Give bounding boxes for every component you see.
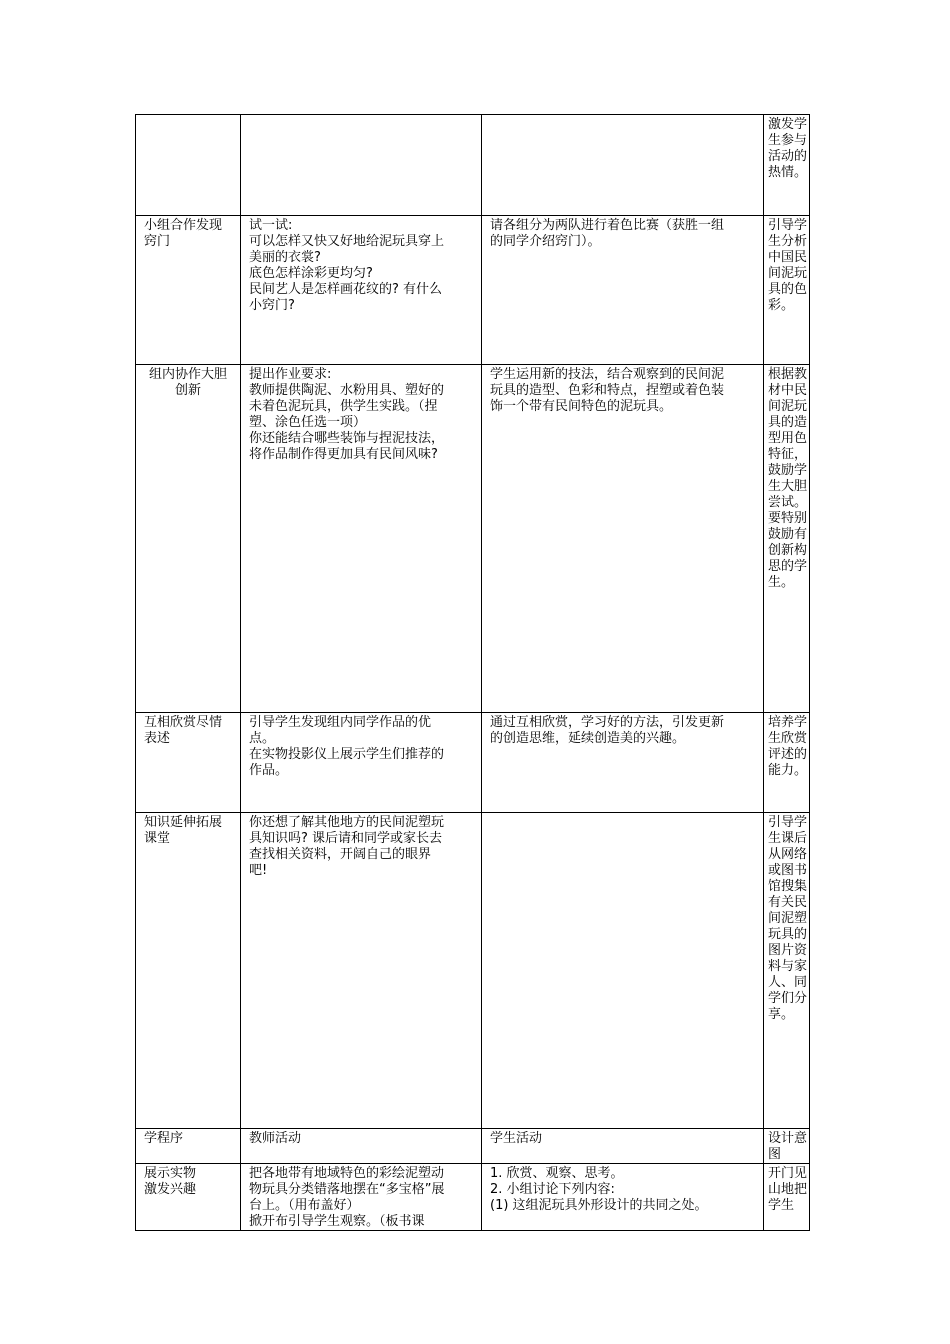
teacher-header-cell: [241, 1129, 482, 1164]
design-intent-cell: [764, 115, 810, 216]
teacher-text: 试一试:: [249, 218, 293, 233]
teacher-text: 塑、涂色任选一项）: [249, 415, 367, 430]
student-activity-cell: [482, 365, 764, 713]
teacher-text: 你还想了解其他地方的民间泥塑玩: [249, 815, 445, 830]
design-intent-cell: [764, 216, 810, 365]
table-row: [136, 216, 810, 365]
stage-text: 互相欣赏尽情: [144, 715, 223, 730]
stage-text: 展示实物: [144, 1166, 197, 1181]
design-intent-cell: [764, 813, 810, 1129]
teacher-header: 教师活动: [249, 1131, 302, 1146]
intent-header-cell: [764, 1129, 810, 1164]
teacher-text: 把各地带有地域特色的彩绘泥塑动: [249, 1166, 445, 1181]
teacher-text: 底色怎样涂彩更均匀?: [249, 266, 373, 281]
stage-text: 创新: [174, 383, 201, 398]
teacher-text: 提出作业要求:: [249, 367, 332, 382]
student-header: 学生活动: [490, 1131, 543, 1146]
teacher-text: 教师提供陶泥、水粉用具、塑好的: [249, 383, 445, 398]
table-row: [136, 1164, 810, 1231]
design-intent-text: 培养学生欣赏评述的能力。: [768, 715, 808, 778]
teacher-activity-cell: [241, 115, 482, 216]
student-activity-cell: [482, 115, 764, 216]
student-text: 的创造思维，延续创造美的兴趣。: [490, 731, 686, 746]
stage-text: 激发兴趣: [144, 1182, 197, 1197]
teacher-text: 在实物投影仪上展示学生们推荐的: [249, 747, 445, 762]
student-header-cell: [482, 1129, 764, 1164]
table-row: [136, 813, 810, 1129]
design-intent-text: 激发学生参与活动的热情。: [768, 117, 808, 180]
teacher-activity-cell: [241, 813, 482, 1129]
student-activity-cell: [482, 713, 764, 813]
stage-cell: [136, 813, 241, 1129]
teacher-activity-cell: [241, 713, 482, 813]
teacher-text: 可以怎样又快又好地给泥玩具穿上: [249, 234, 445, 249]
table-header-row: [136, 1129, 810, 1164]
teacher-text: 美丽的衣裳?: [249, 250, 321, 265]
design-intent-text: 引导学生课后从网络或图书馆搜集有关民间泥塑玩具的图片资料与家人、同学们分享。: [768, 815, 808, 1022]
table-row: [136, 365, 810, 713]
stage-cell: [136, 1164, 241, 1231]
stage-cell: [136, 115, 241, 216]
student-text: 的同学介绍窍门）。: [490, 234, 601, 249]
student-text: 1. 欣赏、观察、思考。: [490, 1166, 624, 1181]
stage-cell: [136, 365, 241, 713]
student-activity-cell: [482, 1164, 764, 1231]
design-intent-text: 引导学生分析中国民间泥玩具的色彩。: [768, 218, 808, 313]
teacher-text: 掀开布引导学生观察。（板书课: [249, 1214, 425, 1229]
stage-header: 学程序: [144, 1131, 184, 1146]
teacher-text: 台上。（用布盖好）: [249, 1198, 360, 1213]
teacher-text: 引导学生发现组内同学作品的优: [249, 715, 432, 730]
student-text: 学生运用新的技法，结合观察到的民间泥: [490, 367, 725, 382]
student-text: 通过互相欣赏，学习好的方法，引发更新: [490, 715, 725, 730]
stage-text: 知识延伸拓展: [144, 815, 223, 830]
table-row: [136, 713, 810, 813]
teacher-text: 民间艺人是怎样画花纹的? 有什么: [249, 282, 443, 297]
student-text: 玩具的造型、色彩和特点，捏塑或着色装: [490, 383, 725, 398]
stage-text: 小组合作发现: [144, 218, 223, 233]
table-row: [136, 115, 810, 216]
design-intent-cell: [764, 365, 810, 713]
design-intent-text: 开门见山地把学生: [768, 1166, 808, 1213]
student-text: (1) 这组泥玩具外形设计的共同之处。: [490, 1198, 708, 1213]
stage-text: 表述: [144, 731, 171, 746]
lesson-plan-table: [135, 114, 810, 1231]
stage-text: 组内协作大胆: [148, 367, 227, 382]
student-text: 2. 小组讨论下列内容:: [490, 1182, 615, 1197]
stage-header-cell: [136, 1129, 241, 1164]
intent-header: 设计意图: [768, 1131, 808, 1162]
student-text: 请各组分为两队进行着色比赛（获胜一组: [490, 218, 725, 233]
student-text: 饰一个带有民间特色的泥玩具。: [490, 399, 673, 414]
teacher-text: 具知识吗? 课后请和同学或家长去: [249, 831, 443, 846]
design-intent-text: 根据教材中民间泥玩具的造型用色特征，鼓励学生大胆尝试。要特别鼓励有创新构思的学生。: [768, 367, 808, 590]
teacher-text: 你还能结合哪些装饰与捏泥技法，: [249, 431, 445, 446]
teacher-activity-cell: [241, 216, 482, 365]
student-activity-cell: [482, 813, 764, 1129]
design-intent-cell: [764, 1164, 810, 1231]
teacher-text: 吧!: [249, 863, 268, 878]
stage-cell: [136, 216, 241, 365]
teacher-text: 物玩具分类错落地摆在“多宝格”展: [249, 1182, 445, 1197]
teacher-text: 将作品制作得更加具有民间风味?: [249, 447, 438, 462]
teacher-text: 未着色泥玩具，供学生实践。（捏: [249, 399, 438, 414]
stage-text: 窍门: [144, 234, 171, 249]
teacher-text: 作品。: [249, 763, 289, 778]
stage-text: 课堂: [144, 831, 171, 846]
stage-cell: [136, 713, 241, 813]
teacher-activity-cell: [241, 365, 482, 713]
student-activity-cell: [482, 216, 764, 365]
teacher-activity-cell: [241, 1164, 482, 1231]
teacher-text: 小窍门?: [249, 298, 295, 313]
design-intent-cell: [764, 713, 810, 813]
teacher-text: 查找相关资料，开阔自己的眼界: [249, 847, 432, 862]
teacher-text: 点。: [249, 731, 276, 746]
